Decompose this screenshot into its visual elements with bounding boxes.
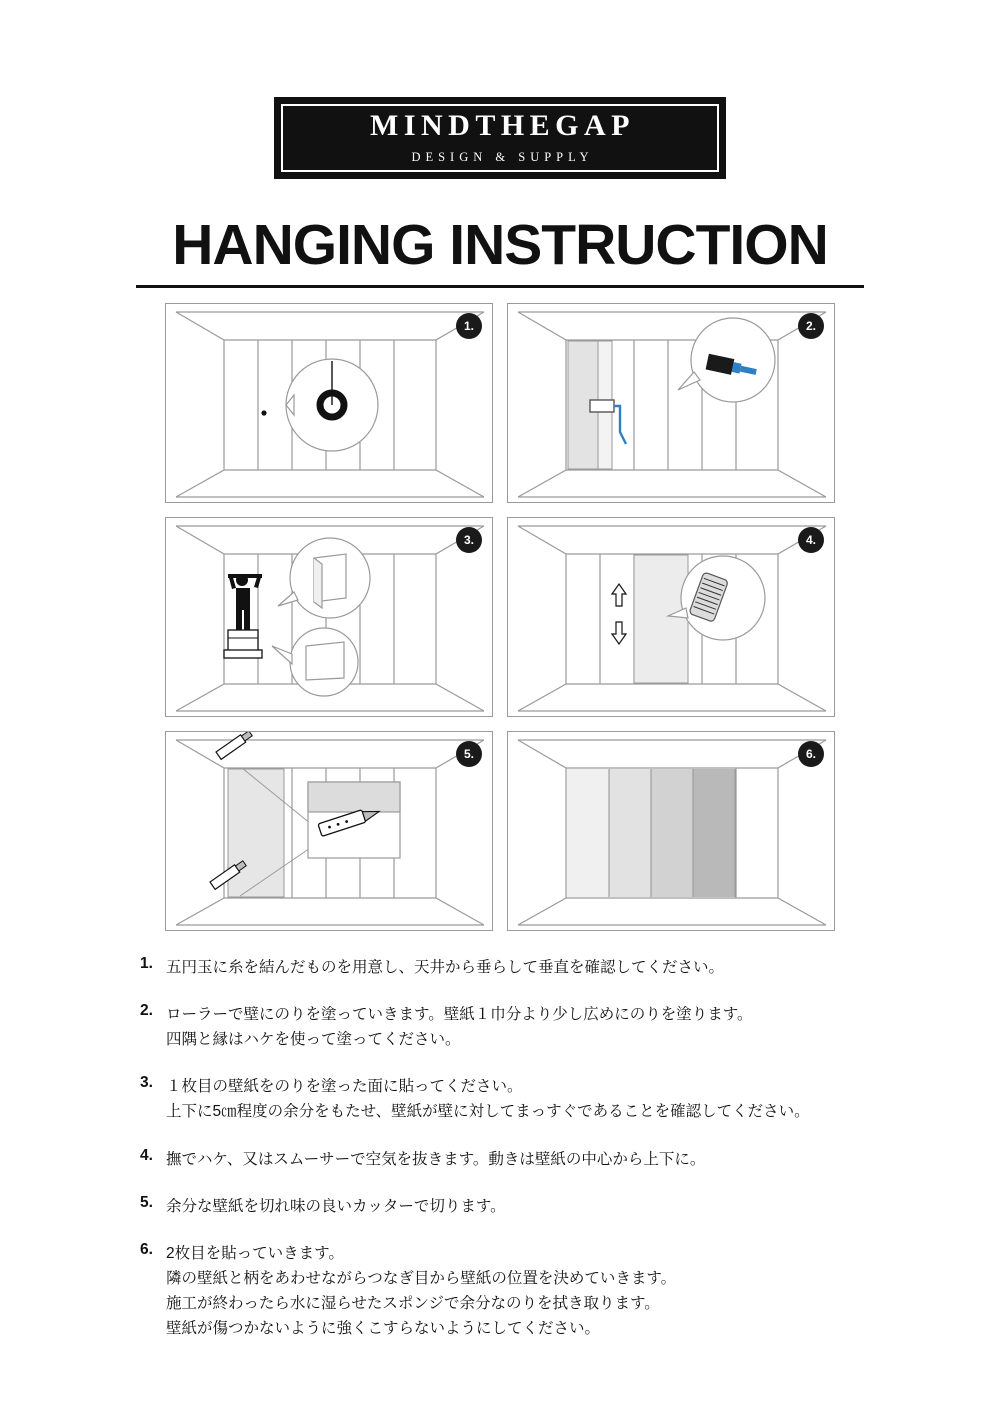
figure-badge: 6. xyxy=(798,741,824,767)
step-text-line: 余分な壁紙を切れ味の良いカッターで切ります。 xyxy=(166,1197,506,1215)
figure-3-drawing xyxy=(166,518,493,717)
step-number: 4. xyxy=(140,1146,153,1164)
title-underline xyxy=(136,285,864,288)
step-item xyxy=(134,1194,894,1219)
brand-tagline: DESIGN & SUPPLY xyxy=(411,150,594,164)
step-item xyxy=(134,1241,894,1341)
step-text xyxy=(166,1147,894,1172)
figure-step-6 xyxy=(507,731,835,931)
figure-5-drawing xyxy=(166,732,493,931)
step-text xyxy=(166,1194,894,1219)
step-number: 6. xyxy=(140,1240,153,1258)
step-text xyxy=(166,1074,894,1124)
step-text xyxy=(166,1241,894,1341)
figure-6-drawing xyxy=(508,732,835,931)
step-text-line: 隣の壁紙と柄をあわせながらつなぎ目から壁紙の位置を決めていきます。 xyxy=(166,1269,677,1287)
brand-name: MINDTHEGAP xyxy=(370,109,635,142)
figure-badge: 4. xyxy=(798,527,824,553)
step-text xyxy=(166,1002,894,1052)
brand-logo xyxy=(274,97,726,179)
step-item xyxy=(134,1147,894,1172)
figure-4-drawing xyxy=(508,518,835,717)
figure-step-3 xyxy=(165,517,493,717)
step-number: 3. xyxy=(140,1074,153,1092)
brand-logo-frame xyxy=(281,104,719,172)
step-text-line: 四隅と縁はハケを使って塗ってください。 xyxy=(166,1031,461,1049)
figure-step-2 xyxy=(507,303,835,503)
step-text-line: 壁紙が傷つかないように強くこすらないようにしてください。 xyxy=(166,1320,601,1338)
step-number: 1. xyxy=(140,955,153,972)
figure-2-drawing xyxy=(508,304,835,503)
figure-step-4 xyxy=(507,517,835,717)
step-text-line: 2枚目を貼っていきます。 xyxy=(166,1244,344,1262)
step-number: 2. xyxy=(140,1002,153,1020)
step-text-line: 五円玉に糸を結んだものを用意し、天井から垂らして垂直を確認してください。 xyxy=(166,959,725,976)
figure-step-5 xyxy=(165,731,493,931)
step-text-line: ローラーで壁にのりを塗っていきます。壁紙１巾分より少し広めにのりを塗ります。 xyxy=(166,1006,753,1024)
instruction-figures xyxy=(165,303,835,931)
instruction-steps xyxy=(134,955,894,1363)
figure-badge: 5. xyxy=(456,741,482,767)
step-text-line: 施工が終わったら水に湿らせたスポンジで余分なのりを拭き取ります。 xyxy=(166,1294,660,1312)
step-item xyxy=(134,1002,894,1052)
figure-badge: 3. xyxy=(456,527,482,553)
step-text-line: １枚目の壁紙をのりを塗った面に貼ってください。 xyxy=(166,1078,523,1096)
figure-1-drawing xyxy=(166,304,493,503)
figure-step-1 xyxy=(165,303,493,503)
figure-badge: 2. xyxy=(798,313,824,339)
step-text-line: 上下に5㎝程度の余分をもたせ、壁紙が壁に対してまっすぐであることを確認してください。 xyxy=(166,1103,810,1121)
page-title: HANGING INSTRUCTION xyxy=(172,213,828,277)
step-number: 5. xyxy=(140,1193,153,1211)
step-text xyxy=(166,955,894,980)
step-item xyxy=(134,955,894,980)
figure-badge: 1. xyxy=(456,313,482,339)
step-item xyxy=(134,1074,894,1124)
step-text-line: 撫でハケ、又はスムーサーで空気を抜きます。動きは壁紙の中心から上下に。 xyxy=(166,1150,706,1168)
